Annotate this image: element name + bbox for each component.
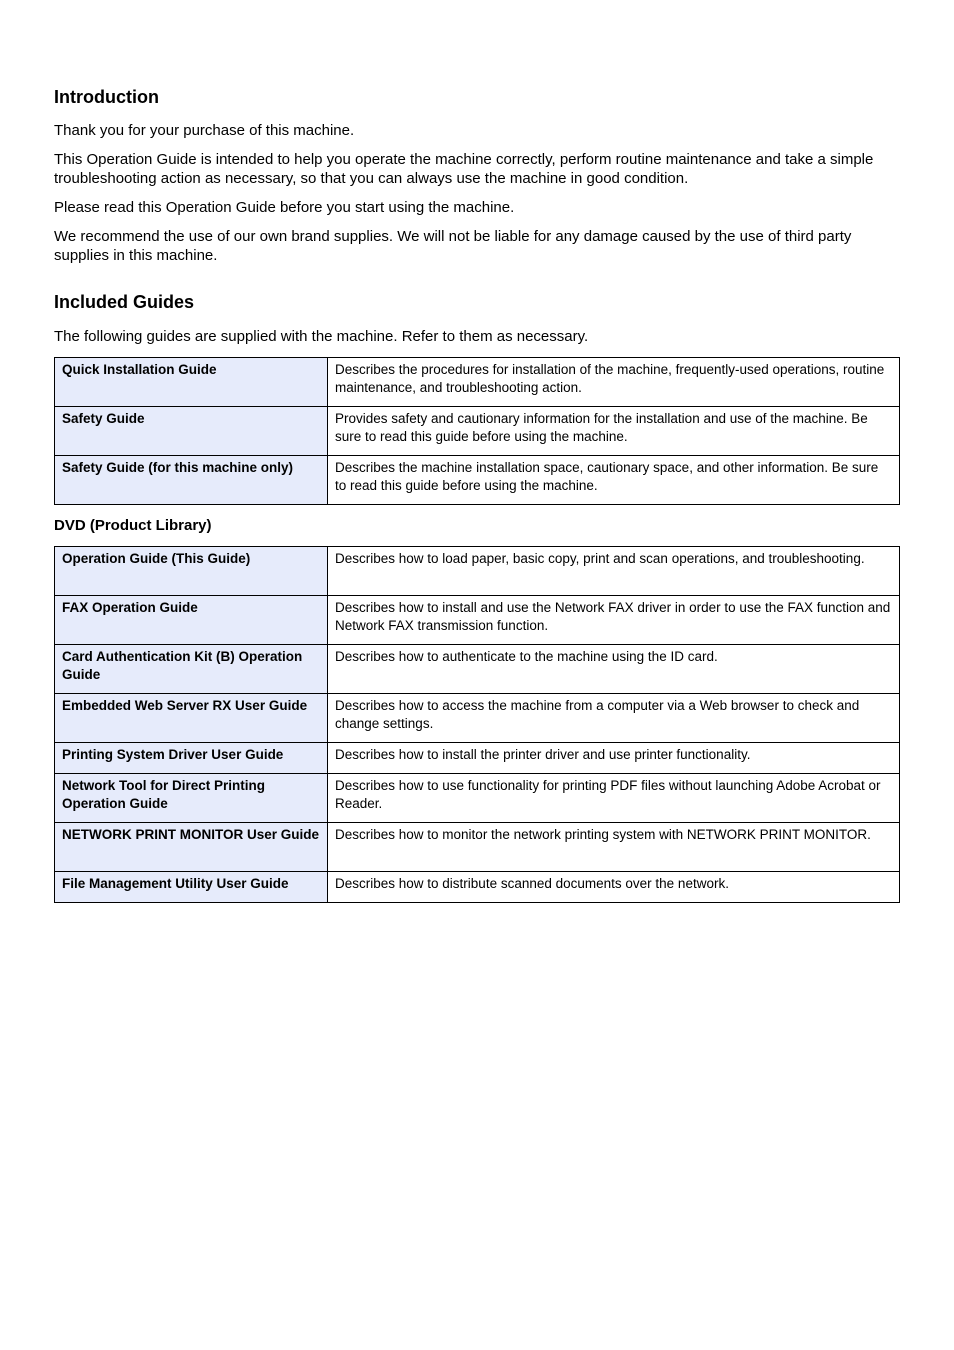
table-row — [55, 456, 900, 505]
guide-description-cell: Describes how to install the printer driver and use printer functionality. — [328, 743, 900, 774]
guide-description-cell: Describes how to access the machine from a computer via a Web browser to check and change settings. — [328, 694, 900, 743]
guide-description-cell: Describes the machine installation space, cautionary space, and other information. Be sure to read this guide before using the machine. — [328, 456, 900, 505]
table-row — [55, 694, 900, 743]
table-row — [55, 774, 900, 823]
guide-name-cell: Network Tool for Direct Printing Operation Guide — [55, 774, 328, 823]
table-row — [55, 407, 900, 456]
guide-description-cell: Describes how to use functionality for printing PDF files without launching Adobe Acrobat or Reader. — [328, 774, 900, 823]
dvd-guides-table — [54, 546, 900, 903]
printed-guides-table — [54, 357, 900, 505]
guide-name-cell: Quick Installation Guide — [55, 358, 328, 407]
dvd-product-library-heading: DVD (Product Library) — [54, 517, 212, 534]
table-row — [55, 645, 900, 694]
table-row — [55, 547, 900, 596]
intro-paragraph: Please read this Operation Guide before you start using the machine. — [54, 199, 515, 216]
intro-paragraph: Thank you for your purchase of this machine. — [54, 122, 355, 139]
guide-name-cell: Safety Guide — [55, 407, 328, 456]
table-row — [55, 358, 900, 407]
guide-description-cell: Describes the procedures for installation of the machine, frequently-used operations, routine maintenance, and troubleshooting action. — [328, 358, 900, 407]
guide-description-cell: Describes how to distribute scanned documents over the network. — [328, 872, 900, 903]
table-row — [55, 596, 900, 645]
included-guides-heading: Included Guides — [54, 292, 195, 312]
guide-name-cell: Card Authentication Kit (B) Operation Guide — [55, 645, 328, 694]
introduction-heading: Introduction — [54, 87, 159, 107]
guide-description-cell: Describes how to authenticate to the machine using the ID card. — [328, 645, 900, 694]
guide-name-cell: Safety Guide (for this machine only) — [55, 456, 328, 505]
guide-name-cell: Operation Guide (This Guide) — [55, 547, 328, 596]
table-row — [55, 743, 900, 774]
guide-description-cell: Provides safety and cautionary information for the installation and use of the machine. Be sure to read this guide before using the machine. — [328, 407, 900, 456]
guide-name-cell: File Management Utility User Guide — [55, 872, 328, 903]
intro-paragraph: We recommend the use of our own brand supplies. We will not be liable for any damage caused by the use of third party supplies in this machine. — [54, 228, 852, 264]
guide-description-cell: Describes how to install and use the Network FAX driver in order to use the FAX function and Network FAX transmission function. — [328, 596, 900, 645]
guide-name-cell: Printing System Driver User Guide — [55, 743, 328, 774]
guide-description-cell: Describes how to monitor the network printing system with NETWORK PRINT MONITOR. — [328, 823, 900, 872]
guide-name-cell: NETWORK PRINT MONITOR User Guide — [55, 823, 328, 872]
guides-lead-paragraph: The following guides are supplied with the machine. Refer to them as necessary. — [54, 328, 589, 345]
table-row — [55, 823, 900, 872]
guide-name-cell: Embedded Web Server RX User Guide — [55, 694, 328, 743]
guide-name-cell: FAX Operation Guide — [55, 596, 328, 645]
intro-paragraph: This Operation Guide is intended to help you operate the machine correctly, perform routine maintenance and take a simple troubleshooting action as necessary, so that you can always use the machine in good condition. — [54, 151, 874, 187]
guide-description-cell: Describes how to load paper, basic copy, print and scan operations, and troubleshooting. — [328, 547, 900, 596]
table-row — [55, 872, 900, 903]
